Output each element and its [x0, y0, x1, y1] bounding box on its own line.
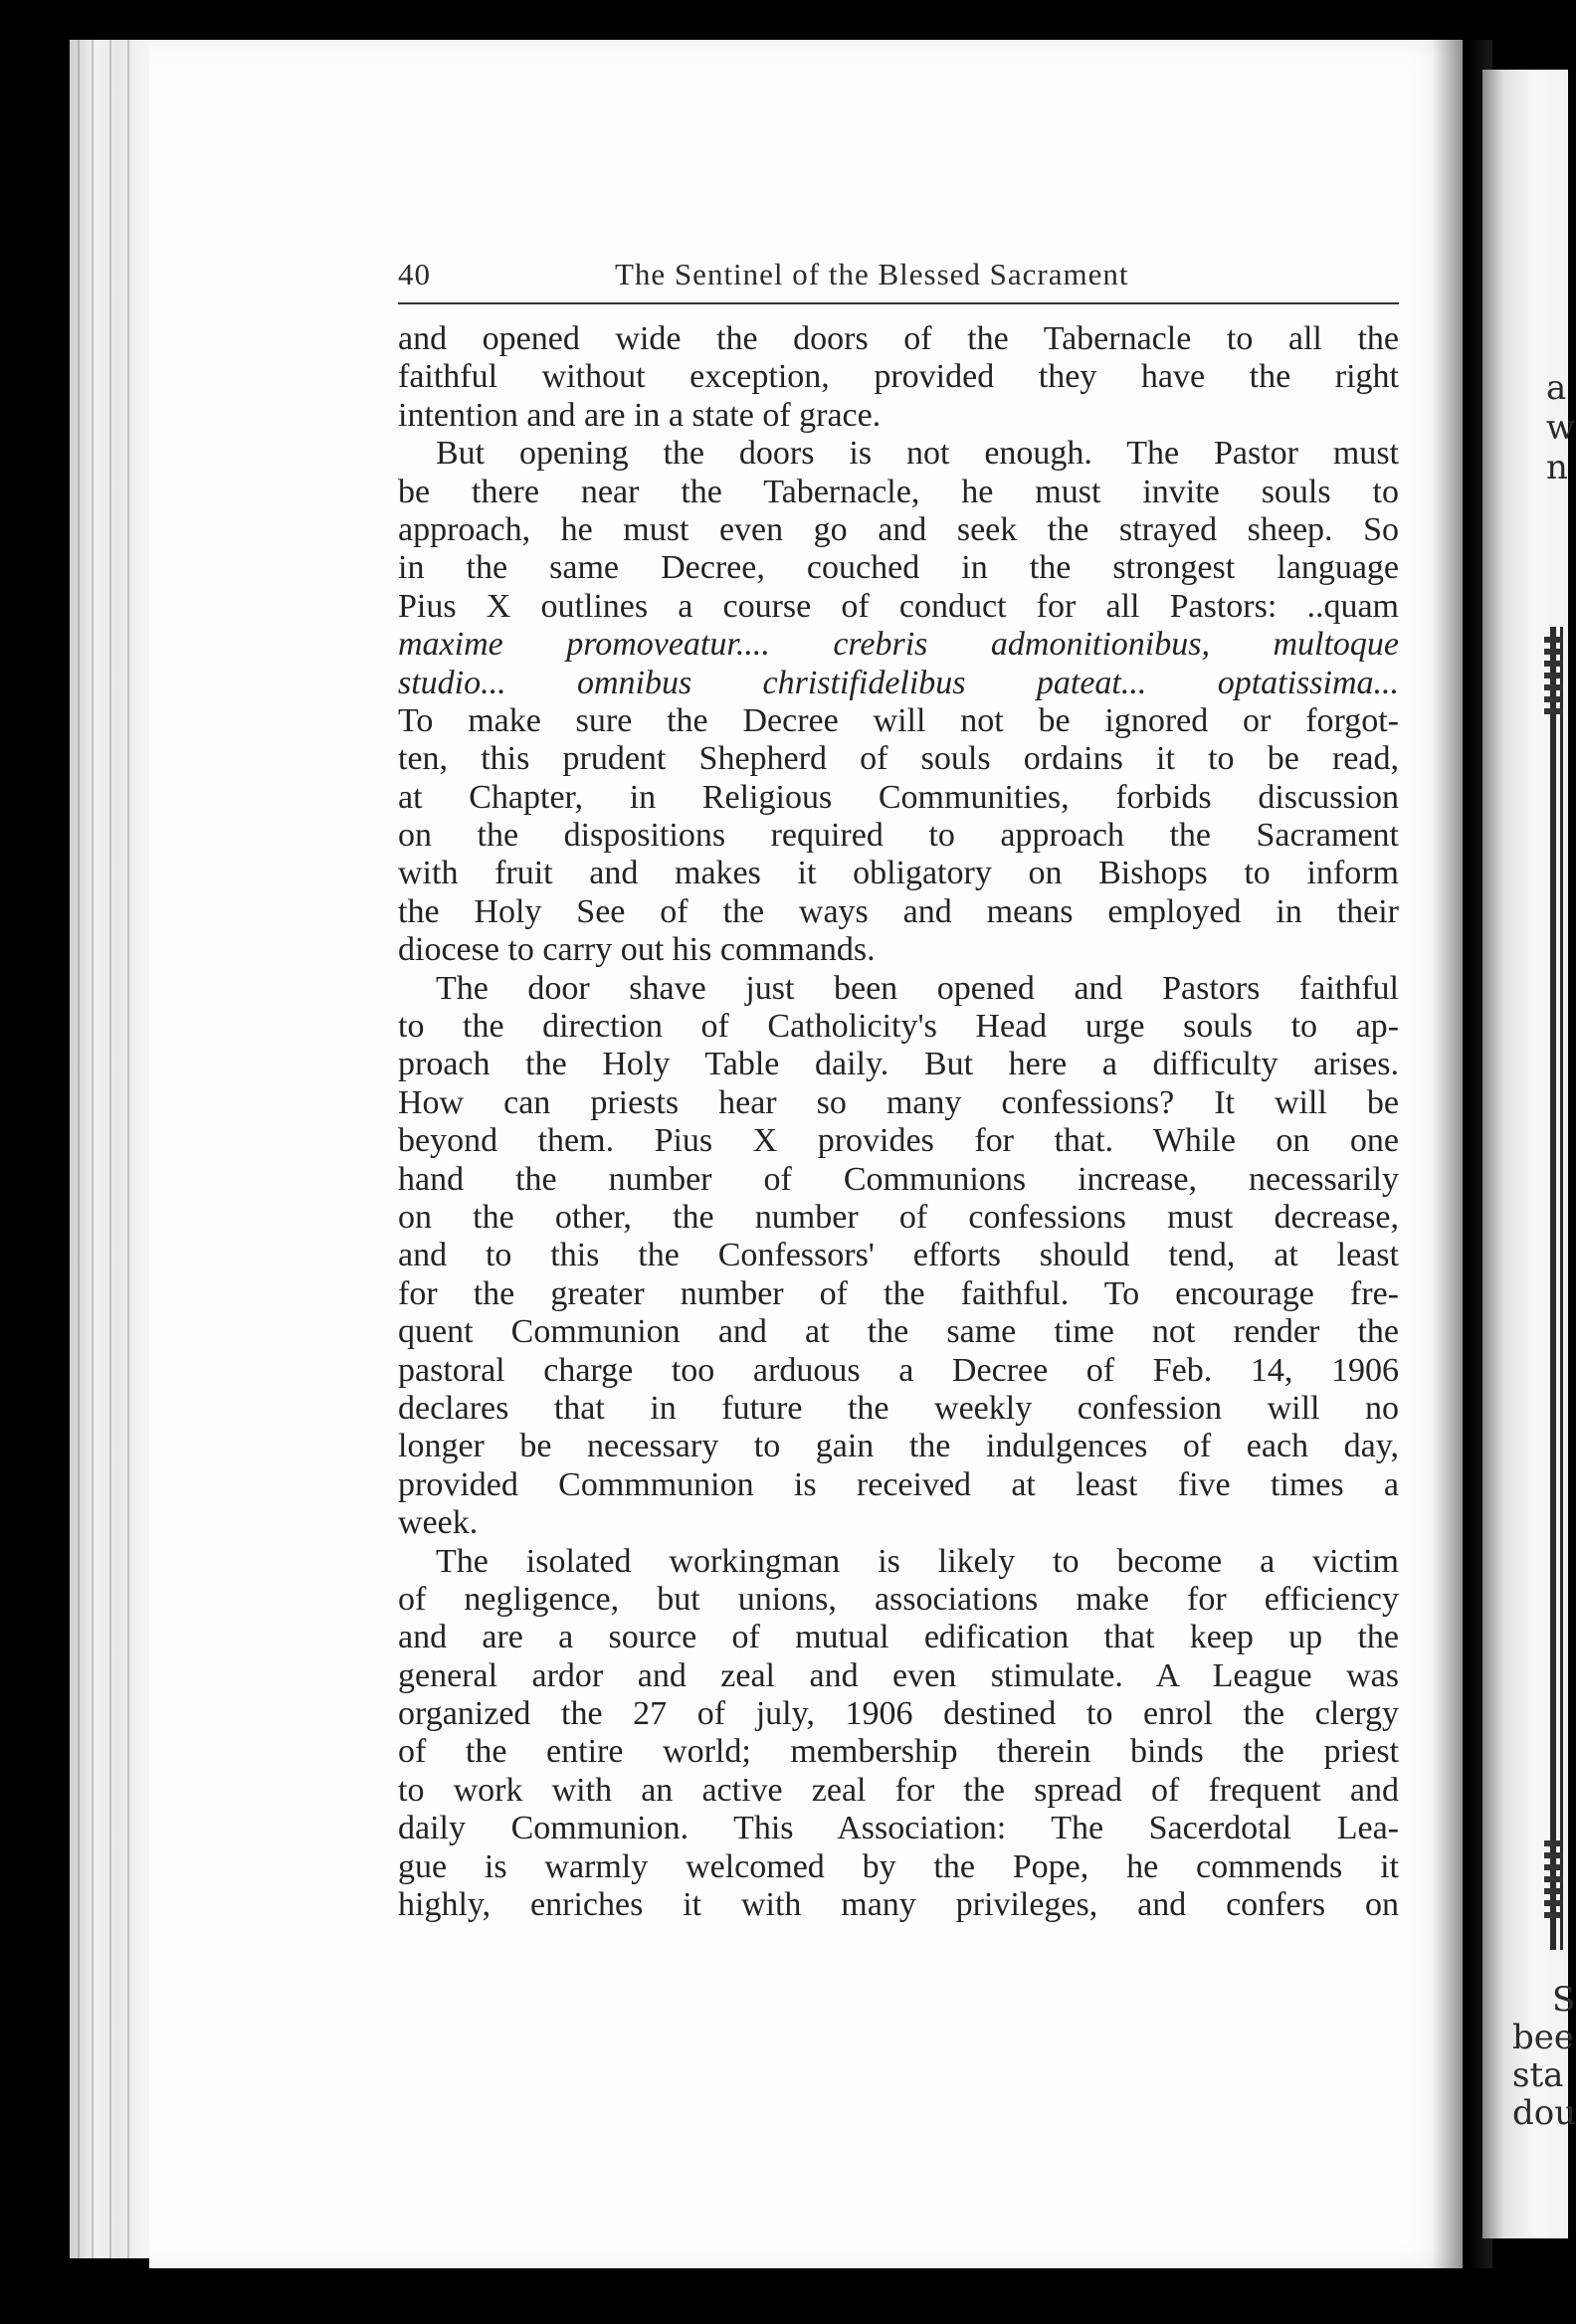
leaf-line — [78, 40, 80, 2258]
text-line: quent Communion and at the same time not render the — [398, 1313, 1399, 1351]
text-line: on the other, the number of confessions must decrease, — [398, 1198, 1399, 1236]
text-line: the Holy See of the ways and means employed in their — [398, 892, 1399, 930]
text-line-italic: studio... omnibus christifidelibus pateat... optatissima... — [398, 664, 1399, 701]
text-line: Pius X outlines a course of conduct for all Pastors: ..quam — [398, 587, 1399, 625]
leaf-line — [127, 40, 129, 2258]
text-line: organized the 27 of july, 1906 destined to enrol the clergy — [398, 1695, 1399, 1733]
text-line: faithful without exception, provided they have the right — [398, 358, 1399, 396]
text-line: and to this the Confessors' efforts should tend, at least — [398, 1237, 1399, 1274]
text-line: beyond them. Pius X provides for that. While on one — [398, 1122, 1399, 1160]
text-line: How can priests hear so many confessions? It will be — [398, 1083, 1399, 1121]
text-line: pastoral charge too arduous a Decree of Feb. 14, 1906 — [398, 1351, 1399, 1389]
text-line: approach, he must even go and seek the strayed sheep. So — [398, 510, 1399, 548]
facing-page-edge — [1482, 70, 1576, 2238]
text-line: But opening the doors is not enough. The Pastor must — [436, 435, 1399, 473]
facing-page-fragment: dou — [1512, 2093, 1576, 2133]
body-text — [398, 320, 1399, 1924]
facing-page-fragment: bee — [1512, 2018, 1575, 2057]
leaf-line — [109, 40, 111, 2258]
page-stack-edge — [70, 40, 159, 2258]
ornamental-border-line — [1560, 627, 1563, 1950]
text-line: and are a source of mutual edification that keep up the — [398, 1619, 1399, 1656]
facing-page-fragment: n — [1546, 448, 1568, 487]
ornamental-border-line — [1550, 627, 1556, 1950]
text-line: at Chapter, in Religious Communities, forbids discussion — [398, 778, 1399, 816]
text-line: declares that in future the weekly confession will no — [398, 1389, 1399, 1427]
facing-page-fragment: a — [1546, 368, 1567, 408]
text-line: hand the number of Communions increase, necessarily — [398, 1160, 1399, 1198]
text-line: diocese to carry out his commands. — [398, 931, 876, 969]
text-line: and opened wide the doors of the Tabernacle to all the — [398, 320, 1399, 357]
text-line: gue is warmly welcomed by the Pope, he commends it — [398, 1847, 1399, 1885]
text-line: be there near the Tabernacle, he must invite souls to — [398, 473, 1399, 510]
running-header — [398, 257, 1399, 306]
text-line: of negligence, but unions, associations make for efficiency — [398, 1580, 1399, 1618]
text-line: intention and are in a state of grace. — [398, 396, 882, 434]
facing-page-fragment: w — [1546, 408, 1576, 448]
text-line: in the same Decree, couched in the strongest language — [398, 549, 1399, 587]
text-line-italic: maxime promoveatur.... crebris admonitionibus, multoque — [398, 626, 1399, 664]
facing-page-fragment: S — [1552, 1980, 1576, 2020]
text-line: The isolated workingman is likely to become a victim — [436, 1542, 1399, 1580]
text-line: general ardor and zeal and even stimulate. A League was — [398, 1656, 1399, 1694]
text-line: for the greater number of the faithful. To encourage fre- — [398, 1274, 1399, 1312]
text-line: proach the Holy Table daily. But here a difficulty arises. — [398, 1046, 1399, 1083]
ornament — [1544, 637, 1562, 716]
text-line: with fruit and makes it obligatory on Bishops to inform — [398, 855, 1399, 892]
text-line: provided Commmunion is received at least five times a — [398, 1465, 1399, 1503]
text-line: ten, this prudent Shepherd of souls ordains it to be read, — [398, 740, 1399, 778]
text-line: daily Communion. This Association: The Sacerdotal Lea- — [398, 1810, 1399, 1847]
text-line: to the direction of Catholicity's Head urge souls to ap- — [398, 1008, 1399, 1046]
text-line: of the entire world; membership therein binds the priest — [398, 1733, 1399, 1771]
facing-page-fragment: sta — [1512, 2055, 1564, 2095]
text-line: To make sure the Decree will not be ignored or forgot- — [398, 701, 1399, 739]
leaf-line — [92, 40, 94, 2258]
text-line: on the dispositions required to approach the Sacrament — [398, 817, 1399, 855]
text-line: to work with an active zeal for the spread of frequent and — [398, 1771, 1399, 1809]
text-line: highly, enriches it with many privileges, and confers on — [398, 1886, 1399, 1924]
text-line: The door shave just been opened and Pastors faithful — [436, 969, 1399, 1007]
running-title: The Sentinel of the Blessed Sacrament — [615, 257, 1129, 291]
text-line: week. — [398, 1504, 479, 1542]
page-number: 40 — [398, 257, 431, 291]
header-rule — [398, 302, 1399, 304]
text-line: longer be necessary to gain the indulgences of each day, — [398, 1428, 1399, 1465]
ornament — [1544, 1840, 1562, 1920]
